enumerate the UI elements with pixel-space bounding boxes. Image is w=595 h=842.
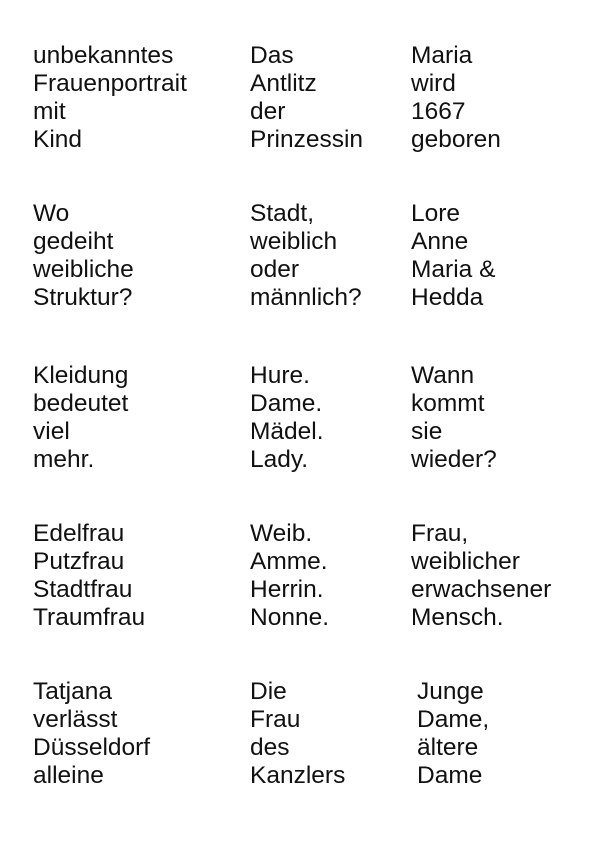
text-line: Das: [250, 42, 294, 69]
text-block-frau-definition: [411, 520, 551, 632]
text-line: Frauenportrait: [33, 70, 187, 97]
text-line: Kind: [33, 126, 83, 153]
text-block-hure-dame-maedel-lady: [250, 362, 324, 474]
text-block-lore-anne-maria-hedda: [411, 200, 495, 312]
text-line: Edelfrau: [33, 520, 125, 547]
text-line: mehr.: [33, 446, 95, 473]
text-line: wird: [411, 70, 456, 97]
text-line: Mensch.: [411, 604, 504, 631]
text-line: Maria: [411, 42, 473, 69]
text-line: Tatjana: [33, 678, 113, 705]
text-line: Dame: [417, 762, 483, 789]
text-line: bedeutet: [33, 390, 129, 417]
text-line: Düsseldorf: [33, 734, 151, 761]
text-line: ältere: [417, 734, 479, 761]
text-line: Wann: [411, 362, 475, 389]
text-line: Kanzlers: [250, 762, 346, 789]
text-block-wann-kommt-sie-wieder: [411, 362, 497, 474]
text-block-weibliche-struktur: [33, 200, 134, 312]
text-line: Weib.: [250, 520, 313, 547]
text-line: der: [250, 98, 286, 125]
text-block-frau-des-kanzlers: [250, 678, 345, 790]
text-line: wieder?: [411, 446, 497, 473]
text-line: viel: [33, 418, 70, 445]
text-line: Putzfrau: [33, 548, 125, 575]
text-line: kommt: [411, 390, 485, 417]
text-line: männlich?: [250, 284, 362, 311]
text-line: Hedda: [411, 284, 484, 311]
text-line: unbekanntes: [33, 42, 174, 69]
text-block-maria-1667: [411, 42, 501, 154]
text-line: Hure.: [250, 362, 310, 389]
text-line: Amme.: [250, 548, 328, 575]
text-line: Dame.: [250, 390, 323, 417]
text-line: Lore: [411, 200, 461, 227]
text-line: mit: [33, 98, 66, 125]
text-line: 1667: [411, 98, 466, 125]
text-line: des: [250, 734, 290, 761]
text-line: erwachsener: [411, 576, 552, 603]
text-line: Die: [250, 678, 287, 705]
text-line: geboren: [411, 126, 501, 153]
text-line: Frau: [250, 706, 301, 733]
text-block-tatjana-duesseldorf: [33, 678, 150, 790]
text-line: Antlitz: [250, 70, 317, 97]
text-line: gedeiht: [33, 228, 114, 255]
text-line: Struktur?: [33, 284, 133, 311]
text-line: Junge: [417, 678, 484, 705]
text-block-stadt-weiblich-maennlich: [250, 200, 362, 312]
text-line: oder: [250, 256, 300, 283]
text-line: Prinzessin: [250, 126, 364, 153]
text-line: Traumfrau: [33, 604, 146, 631]
text-line: sie: [411, 418, 443, 445]
text-line: Frau,: [411, 520, 469, 547]
text-block-edelfrau-traumfrau: [33, 520, 145, 632]
text-line: alleine: [33, 762, 104, 789]
text-line: Maria &: [411, 256, 496, 283]
text-line: Wo: [33, 200, 70, 227]
text-line: Stadtfrau: [33, 576, 133, 603]
text-line: Kleidung: [33, 362, 129, 389]
text-block-junge-aeltere-dame: [417, 678, 489, 790]
text-line: weiblicher: [411, 548, 520, 575]
text-line: verlässt: [33, 706, 118, 733]
text-line: Dame,: [417, 706, 490, 733]
text-line: Anne: [411, 228, 469, 255]
text-block-weib-amme-herrin-nonne: [250, 520, 329, 632]
text-block-antlitz-prinzessin: [250, 42, 363, 154]
text-line: Stadt,: [250, 200, 315, 227]
text-line: weibliche: [33, 256, 134, 283]
text-line: Mädel.: [250, 418, 324, 445]
text-line: Herrin.: [250, 576, 324, 603]
text-line: Lady.: [250, 446, 309, 473]
text-line: weiblich: [250, 228, 338, 255]
text-line: Nonne.: [250, 604, 330, 631]
text-block-kleidung-bedeutet: [33, 362, 128, 474]
text-block-unbekanntes-frauenportrait: [33, 42, 187, 154]
